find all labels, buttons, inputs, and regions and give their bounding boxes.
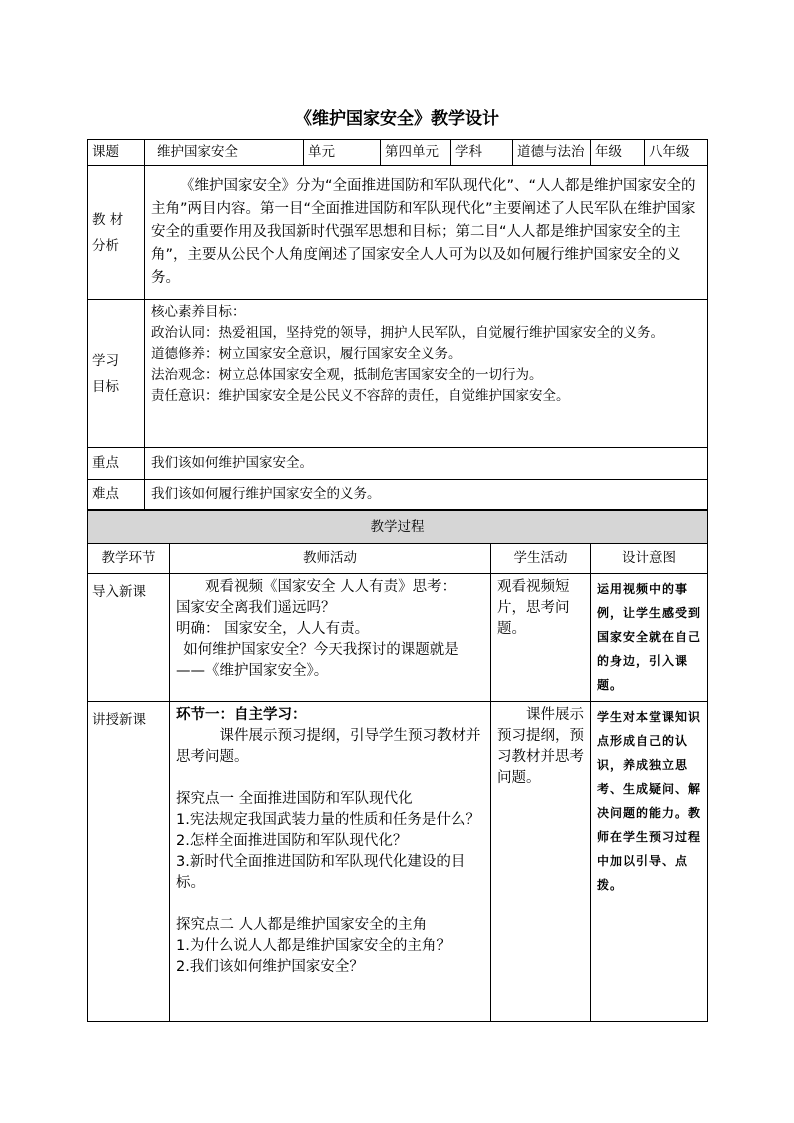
grade-value: 八年级 — [645, 140, 708, 166]
topic-value: 维护国家安全 — [145, 140, 304, 166]
goals-line-0: 核心素养目标： — [151, 304, 246, 320]
lesson-student: 课件展示预习提纲，预习教材并思考问题。 — [497, 707, 584, 786]
lesson-intro: 课件展示预习提纲，引导学生预习教材并思考问题。 — [176, 728, 481, 765]
point2-title: 探究点二 人人都是维护国家安全的主角 — [176, 917, 428, 933]
topic-label: 课题 — [88, 140, 145, 166]
intro-intent: 运用视频中的事例，让学生感受到国家安全就在自己的身边，引入课题。 — [591, 574, 708, 702]
analysis-text: 《维护国家安全》分为“全面推进国防和军队现代化”、“人人都是维护国家安全的主角”两目内容。第一目“全面推进国防和军队现代化”主要阐述了人民军队在维护国家安全的重要作用及我国新时代强军思想和目标；第二目“人人都是维护国家安全的主角”，主要从公民个人角度阐述了国家安全人人可为以及如何履行维护国家安全的义务。 — [151, 178, 696, 286]
process-table — [87, 510, 708, 1022]
intro-teacher-line-1: 国家安全离我们遥远吗？ — [176, 600, 336, 616]
difficulty-text: 我们该如何履行维护国家安全的义务。 — [145, 480, 708, 510]
point2-question-1: 1.为什么说人人都是维护国家安全的主角？ — [176, 938, 451, 954]
header-student: 学生活动 — [491, 544, 591, 574]
subject-value: 道德与法治 — [513, 140, 591, 166]
header-intent: 设计意图 — [591, 544, 708, 574]
point2-question-2: 2.我们该如何维护国家安全？ — [176, 959, 364, 975]
intro-teacher-line-0: 观看视频《国家安全 人人有责》思考： — [205, 579, 457, 595]
key-label: 重点 — [88, 448, 145, 480]
goals-line-4: 责任意识：维护国家安全是公民义不容辞的责任，自觉维护国家安全。 — [151, 388, 570, 404]
spacer — [176, 768, 484, 789]
point1-question-2: 2.怎样全面推进国防和军队现代化？ — [176, 833, 408, 849]
intro-teacher-line-2: 明确： 国家安全，人人有责。 — [176, 621, 370, 637]
document-title: 《维护国家安全》教学设计 — [295, 109, 499, 129]
point1-question-3: 3.新时代全面推进国防和军队现代化建设的目标。 — [176, 854, 466, 891]
intro-teacher-line-3: 如何维护国家安全？今天我探讨的课题就是——《维护国家安全》。 — [176, 642, 459, 679]
analysis-label: 教 材 分析 — [88, 166, 145, 300]
header-teacher: 教师活动 — [170, 544, 491, 574]
unit-label: 单元 — [304, 140, 381, 166]
point1-question-1: 1.宪法规定我国武装力量的性质和任务是什么？ — [176, 812, 480, 828]
intro-student: 观看视频短片，思考问题。 — [491, 574, 591, 702]
header-stage: 教学环节 — [88, 544, 170, 574]
point1-title: 探究点一 全面推进国防和军队现代化 — [176, 791, 413, 807]
process-title: 教学过程 — [88, 511, 708, 544]
goals-line-3: 法治观念：树立总体国家安全观，抵制危害国家安全的一切行为。 — [151, 367, 543, 383]
lesson-heading: 环节一：自主学习： — [176, 707, 307, 723]
overview-table — [87, 139, 708, 510]
stage-intro: 导入新课 — [88, 574, 170, 702]
spacer — [176, 894, 484, 915]
key-text: 我们该如何维护国家安全。 — [145, 448, 708, 480]
difficulty-label: 难点 — [88, 480, 145, 510]
unit-value: 第四单元 — [381, 140, 451, 166]
goals-label: 学习 目标 — [88, 300, 145, 448]
goals-line-1: 政治认同：热爱祖国，坚持党的领导，拥护人民军队，自觉履行维护国家安全的义务。 — [151, 325, 664, 341]
subject-label: 学科 — [451, 140, 513, 166]
lesson-intent: 学生对本堂课知识点形成自己的认识，养成独立思考、生成疑问、解决问题的能力。教师在学生预习过程中加以引导、点拨。 — [591, 702, 708, 1022]
stage-new-lesson: 讲授新课 — [88, 702, 170, 1022]
grade-label: 年级 — [591, 140, 645, 166]
goals-line-2: 道德修养：树立国家安全意识，履行国家安全义务。 — [151, 346, 462, 362]
